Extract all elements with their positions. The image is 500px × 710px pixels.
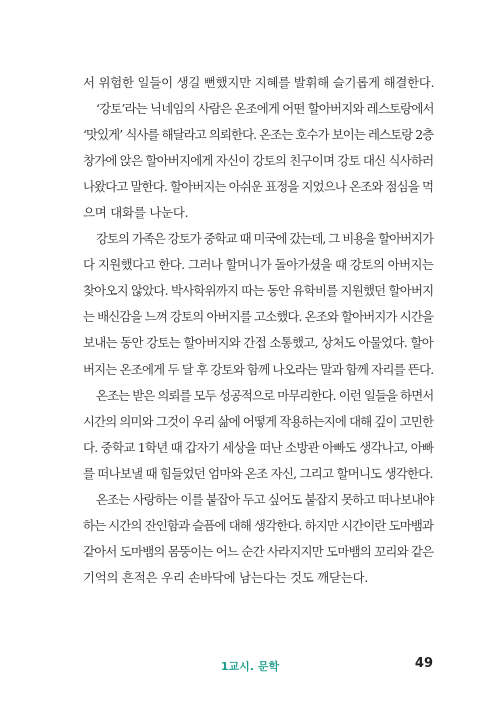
page-number: 49 [414, 656, 433, 671]
text-line: 시간의 의미와 그것이 우리 삶에 어떻게 작용하는지에 대해 깊이 고민한 [83, 413, 434, 429]
text-line: ‘맛있게’ 식사를 해달라고 의뢰한다. 온조는 호수가 보이는 레스토랑 2층 [83, 127, 434, 143]
text-line: 찾아오지 않았다. 박사학위까지 따는 동안 유학비를 지원했던 할아버지 [83, 283, 434, 299]
text-line: ‘강토’라는 닉네임의 사람은 온조에게 어떤 할아버지와 레스토랑에서 [96, 101, 434, 117]
text-line: 같아서 도마뱀의 몸뚱이는 어느 순간 사라지지만 도마뱀의 꼬리와 같은 [83, 543, 434, 559]
text-line: 으며 대화를 나눈다. [83, 205, 189, 221]
text-line: 는 배신감을 느껴 강토의 아버지를 고소했다. 온조와 할아버지가 시간을 [83, 309, 434, 325]
text-line: 창가에 앉은 할아버지에게 자신이 강토의 친구이며 강토 대신 식사하러 [83, 153, 434, 169]
text-line: 다 지원했다고 한다. 그러나 할머니가 돌아가셨을 때 강토의 아버지는 [83, 257, 434, 273]
text-line: 버지는 온조에게 두 달 후 강토와 함께 나오라는 말과 함께 자리를 뜬다. [83, 361, 434, 377]
text-line: 강토의 가족은 강토가 중학교 때 미국에 갔는데, 그 비용을 할아버지가 [96, 231, 434, 247]
text-line: 하는 시간의 잔인함과 슬픔에 대해 생각한다. 하지만 시간이란 도마뱀과 [83, 517, 434, 533]
text-line: 기억의 흔적은 우리 손바닥에 남는다는 것도 깨닫는다. [83, 569, 369, 585]
text-line: 서 위험한 일들이 생길 뻔했지만 지혜를 발휘해 슬기롭게 해결한다. [83, 75, 435, 90]
body-text [83, 70, 435, 591]
text-line: 다. 중학교 1학년 때 갑자기 세상을 떠난 소방관 아빠도 생각나고, 아빠 [83, 439, 434, 455]
text-line: 온조는 사랑하는 이를 붙잡아 두고 싶어도 붙잡지 못하고 떠나보내야 [96, 491, 434, 507]
text-line: 를 떠나보낼 때 힘들었던 엄마와 온조 자신, 그리고 할머니도 생각한다. [83, 465, 433, 481]
text-line: 보내는 동안 강토는 할아버지와 간접 소통했고, 상처도 아물었다. 할아 [83, 335, 434, 351]
text-line: 온조는 받은 의뢰를 모두 성공적으로 마무리한다. 이런 일들을 하면서 [96, 387, 434, 403]
section-label: 1교시. 문학 [220, 660, 280, 673]
page-footer [0, 656, 500, 676]
text-line: 나왔다고 말한다. 할아버지는 아쉬운 표정을 지었으나 온조와 점심을 먹 [83, 179, 434, 195]
